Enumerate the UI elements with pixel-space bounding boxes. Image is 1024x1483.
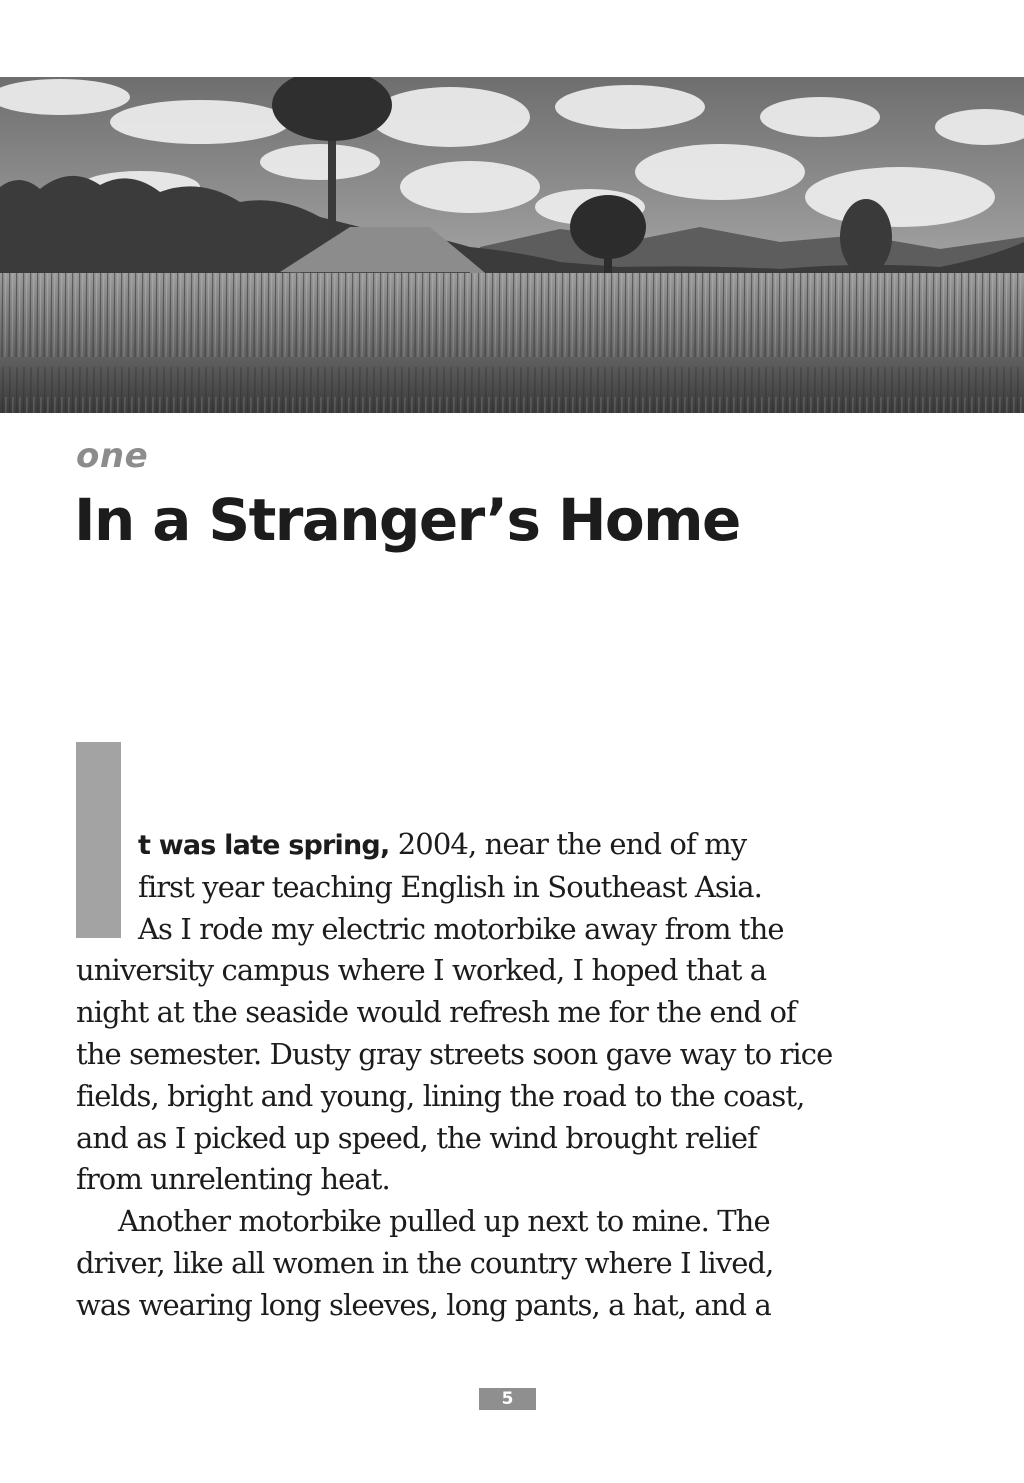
text-line: first year teaching English in Southeast Asia.	[138, 869, 762, 904]
rice-field-landscape-image	[0, 77, 1024, 413]
chapter-body-text	[76, 824, 946, 1327]
chapter-title: In a Stranger’s Home	[74, 486, 740, 554]
text-line: As I rode my electric motorbike away from the	[138, 911, 784, 946]
text-line: from unrelenting heat.	[76, 1162, 390, 1197]
text-line: the semester. Dusty gray streets soon gave way to rice	[76, 1036, 833, 1071]
lead-in-text: t was late spring,	[138, 830, 390, 861]
text-line: university campus where I worked, I hoped that a	[76, 953, 767, 988]
text-line: driver, like all women in the country where I lived,	[76, 1245, 774, 1280]
text-line	[76, 824, 946, 867]
page-number: 5	[479, 1388, 536, 1410]
text-line: Another motorbike pulled up next to mine. The	[118, 1204, 770, 1239]
text-line: fields, bright and young, lining the road to the coast,	[76, 1078, 805, 1113]
text-line: and as I picked up speed, the wind brought relief	[76, 1120, 757, 1155]
text-line: was wearing long sleeves, long pants, a hat, and a	[76, 1287, 771, 1322]
header-photo-rice-field	[0, 77, 1024, 413]
chapter-number: one	[76, 436, 149, 476]
text-line-content: 2004, near the end of my	[389, 827, 747, 861]
text-line: night at the seaside would refresh me for the end of	[76, 995, 796, 1030]
